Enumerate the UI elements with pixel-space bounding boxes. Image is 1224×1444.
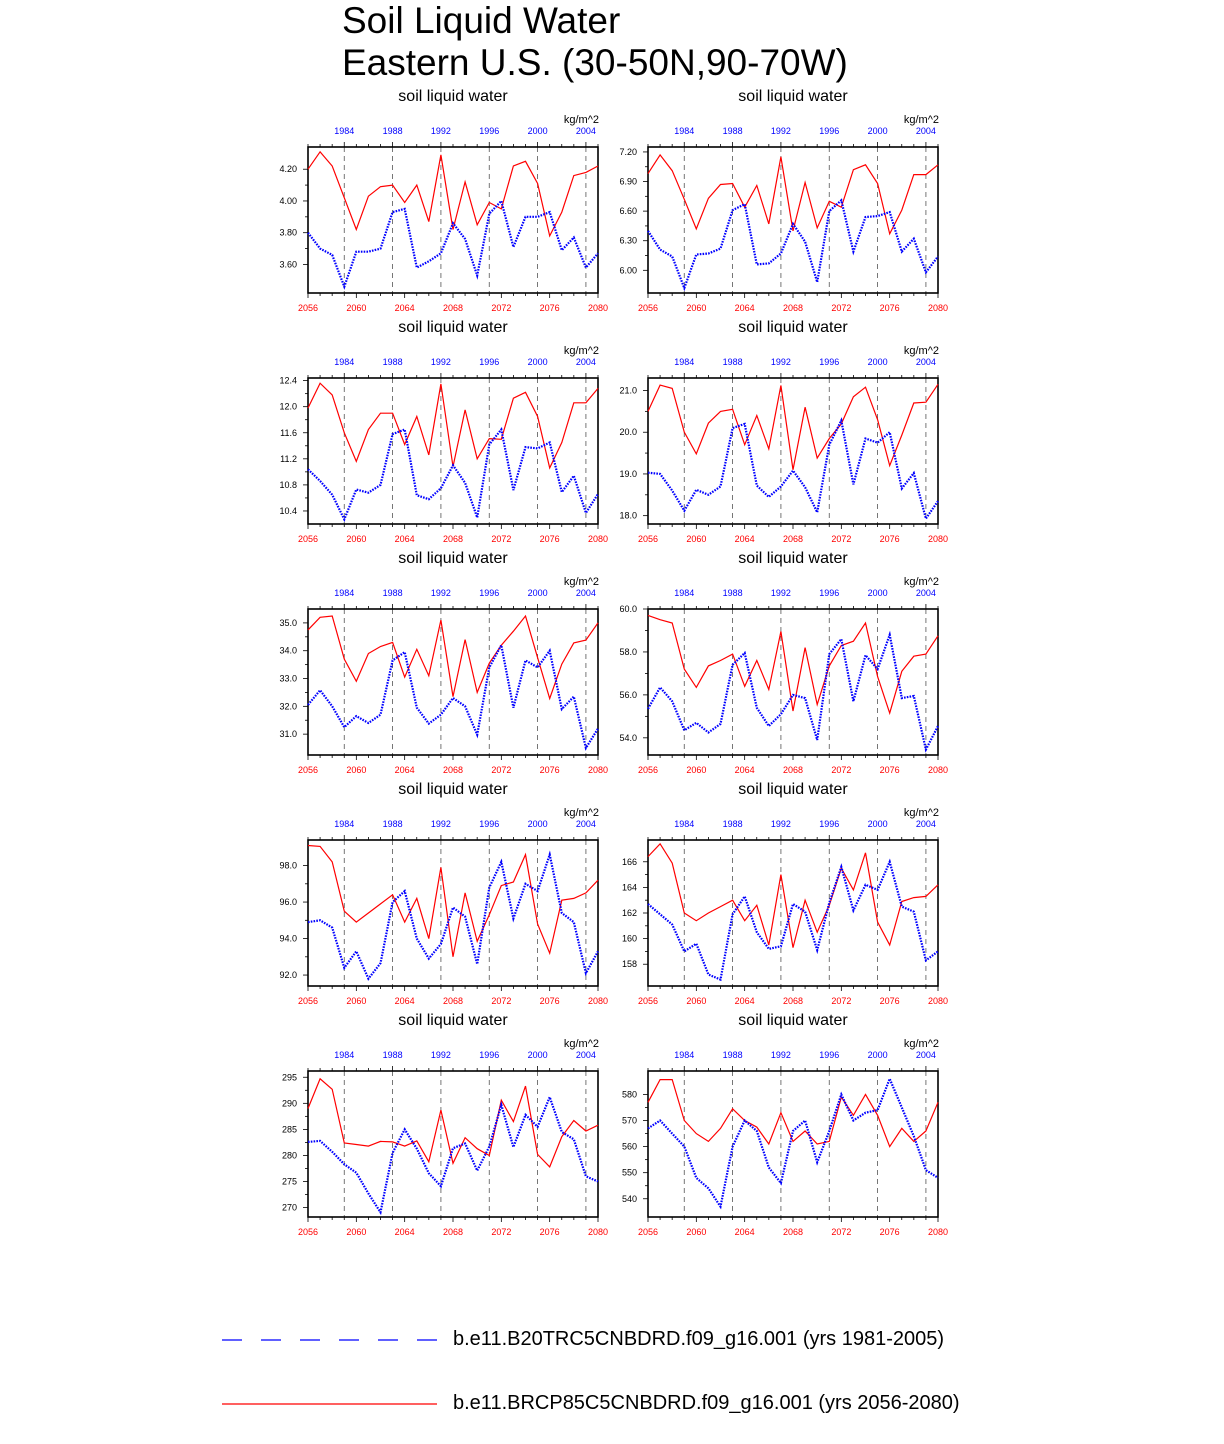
x-top-tick-label: 1992 <box>770 588 791 598</box>
y-tick-label: 6.00 <box>619 265 637 276</box>
x-top-tick-label: 2004 <box>575 588 596 598</box>
series-line-future <box>648 615 938 713</box>
x-top-tick-label: 2004 <box>915 819 936 829</box>
y-tick-label: 56.0 <box>619 689 637 700</box>
x-top-tick-label: 1996 <box>819 1050 840 1060</box>
x-bottom-tick-label: 2060 <box>346 303 367 313</box>
series-line-historical <box>308 201 598 287</box>
x-top-tick-label: 1996 <box>819 126 840 136</box>
x-top-tick-label: 1984 <box>674 819 695 829</box>
y-tick-label: 3.60 <box>279 259 297 270</box>
x-top-tick-label: 1988 <box>722 357 743 367</box>
panel-title: soil liquid water <box>398 1012 508 1029</box>
units-label: kg/m^2 <box>903 345 939 357</box>
x-top-tick-label: 1988 <box>382 1050 403 1060</box>
panel-title: soil liquid water <box>738 319 848 336</box>
units-label: kg/m^2 <box>563 576 599 588</box>
x-top-tick-label: 1984 <box>334 1050 355 1060</box>
legend-swatch-historical <box>222 1332 442 1348</box>
x-top-tick-label: 1992 <box>430 1050 451 1060</box>
panel-title: soil liquid water <box>398 550 508 567</box>
y-tick-label: 4.00 <box>279 195 297 206</box>
plot-frame <box>308 840 598 986</box>
x-bottom-tick-label: 2072 <box>491 996 512 1006</box>
y-tick-label: 3.80 <box>279 227 297 238</box>
x-top-tick-label: 1996 <box>819 588 840 598</box>
y-tick-label: 60.0 <box>619 604 637 614</box>
x-bottom-tick-label: 2060 <box>346 1227 367 1237</box>
chart-panel-1 <box>279 88 608 313</box>
y-tick-label: 295 <box>281 1072 297 1083</box>
x-bottom-tick-label: 2056 <box>637 534 659 544</box>
x-bottom-tick-label: 2076 <box>879 1227 900 1237</box>
x-bottom-tick-label: 2068 <box>442 303 464 313</box>
y-tick-label: 12.0 <box>279 401 297 412</box>
x-top-tick-label: 2004 <box>575 819 596 829</box>
legend-label-future: b.e11.BRCP85C5CNBDRD.f09_g16.001 (yrs 2056-2080) <box>453 1392 960 1414</box>
x-top-tick-label: 1996 <box>819 357 840 367</box>
y-tick-label: 162 <box>621 908 637 918</box>
series-line-historical <box>648 635 938 750</box>
x-top-tick-label: 1996 <box>479 357 500 367</box>
x-bottom-tick-label: 2076 <box>539 303 560 313</box>
chart-panel-6 <box>619 550 948 775</box>
panel-title: soil liquid water <box>738 88 848 105</box>
y-tick-label: 34.0 <box>279 645 297 656</box>
x-bottom-tick-label: 2080 <box>587 303 609 313</box>
chart-panel-10 <box>622 1012 948 1237</box>
x-bottom-tick-label: 2072 <box>831 303 852 313</box>
x-bottom-tick-label: 2064 <box>394 1227 415 1237</box>
plot-frame <box>648 840 938 986</box>
y-tick-label: 11.2 <box>280 453 297 464</box>
y-tick-label: 6.30 <box>619 235 637 246</box>
panel-title: soil liquid water <box>398 781 508 798</box>
chart-panel-3 <box>279 319 608 544</box>
y-tick-label: 32.0 <box>279 701 297 712</box>
panel-title: soil liquid water <box>738 781 848 798</box>
x-bottom-tick-label: 2068 <box>442 1227 464 1237</box>
x-top-tick-label: 1992 <box>770 126 791 136</box>
y-tick-label: 580 <box>621 1089 637 1100</box>
x-bottom-tick-label: 2056 <box>637 303 659 313</box>
x-top-tick-label: 1984 <box>334 357 355 367</box>
x-bottom-tick-label: 2076 <box>879 303 900 313</box>
x-top-tick-label: 1988 <box>382 126 403 136</box>
x-bottom-tick-label: 2060 <box>346 765 367 775</box>
x-top-tick-label: 1992 <box>430 819 451 829</box>
x-bottom-tick-label: 2060 <box>346 996 367 1006</box>
x-top-tick-label: 1988 <box>722 1050 743 1060</box>
x-bottom-tick-label: 2072 <box>831 996 852 1006</box>
y-tick-label: 270 <box>281 1202 297 1213</box>
x-bottom-tick-label: 2076 <box>879 765 900 775</box>
y-tick-label: 290 <box>281 1098 297 1109</box>
y-tick-label: 20.0 <box>619 427 637 438</box>
x-top-tick-label: 1996 <box>479 1050 500 1060</box>
x-top-tick-label: 2004 <box>915 357 936 367</box>
y-tick-label: 96.0 <box>279 897 297 908</box>
x-bottom-tick-label: 2060 <box>686 765 707 775</box>
y-tick-label: 92.0 <box>279 970 297 981</box>
x-top-tick-label: 2000 <box>867 357 888 367</box>
x-bottom-tick-label: 2064 <box>394 996 415 1006</box>
y-tick-label: 31.0 <box>279 729 297 740</box>
y-tick-label: 560 <box>621 1141 637 1152</box>
units-label: kg/m^2 <box>563 114 599 126</box>
x-bottom-tick-label: 2072 <box>491 534 512 544</box>
series-line-historical <box>648 200 938 288</box>
series-line-future <box>308 616 598 699</box>
y-tick-label: 94.0 <box>279 933 297 944</box>
series-line-future <box>648 844 938 948</box>
x-top-tick-label: 1992 <box>430 588 451 598</box>
x-bottom-tick-label: 2072 <box>831 765 852 775</box>
x-top-tick-label: 2004 <box>915 1050 936 1060</box>
y-tick-label: 10.4 <box>279 505 297 516</box>
x-bottom-tick-label: 2080 <box>587 765 609 775</box>
x-top-tick-label: 2000 <box>867 126 888 136</box>
x-top-tick-label: 1996 <box>479 126 500 136</box>
plot-frame <box>648 609 938 755</box>
x-top-tick-label: 1988 <box>382 357 403 367</box>
y-tick-label: 166 <box>621 856 637 867</box>
x-bottom-tick-label: 2068 <box>442 996 464 1006</box>
x-bottom-tick-label: 2064 <box>734 765 755 775</box>
x-top-tick-label: 2004 <box>575 357 596 367</box>
x-top-tick-label: 2000 <box>867 819 888 829</box>
x-top-tick-label: 2000 <box>527 588 548 598</box>
y-tick-label: 164 <box>621 882 637 893</box>
x-bottom-tick-label: 2068 <box>782 765 804 775</box>
x-top-tick-label: 1984 <box>334 588 355 598</box>
chart-panel-5 <box>279 550 608 775</box>
x-top-tick-label: 1984 <box>674 588 695 598</box>
x-top-tick-label: 1996 <box>479 588 500 598</box>
x-bottom-tick-label: 2080 <box>927 765 949 775</box>
units-label: kg/m^2 <box>903 1038 939 1050</box>
x-bottom-tick-label: 2076 <box>879 996 900 1006</box>
x-top-tick-label: 2004 <box>575 126 596 136</box>
x-top-tick-label: 1984 <box>674 126 695 136</box>
x-bottom-tick-label: 2056 <box>297 303 319 313</box>
x-top-tick-label: 2000 <box>527 357 548 367</box>
x-top-tick-label: 1988 <box>722 126 743 136</box>
x-bottom-tick-label: 2072 <box>491 1227 512 1237</box>
x-top-tick-label: 2000 <box>867 588 888 598</box>
legend-label-historical: b.e11.B20TRC5CNBDRD.f09_g16.001 (yrs 1981-2005) <box>453 1328 945 1350</box>
x-bottom-tick-label: 2060 <box>686 1227 707 1237</box>
x-top-tick-label: 1988 <box>722 819 743 829</box>
x-bottom-tick-label: 2064 <box>394 534 415 544</box>
x-top-tick-label: 2000 <box>527 819 548 829</box>
y-tick-label: 6.60 <box>619 206 637 217</box>
legend-swatch-future <box>222 1396 442 1412</box>
x-bottom-tick-label: 2064 <box>394 303 415 313</box>
x-top-tick-label: 2000 <box>527 126 548 136</box>
x-top-tick-label: 2004 <box>915 588 936 598</box>
legend-item-future <box>222 1389 1022 1419</box>
x-bottom-tick-label: 2072 <box>831 1227 852 1237</box>
x-top-tick-label: 2000 <box>867 1050 888 1060</box>
x-top-tick-label: 1992 <box>430 357 451 367</box>
plot-frame <box>308 147 598 293</box>
x-bottom-tick-label: 2056 <box>297 534 319 544</box>
units-label: kg/m^2 <box>563 807 599 819</box>
x-bottom-tick-label: 2068 <box>442 534 464 544</box>
chart-panel-9 <box>282 1012 608 1237</box>
y-tick-label: 98.0 <box>279 860 297 871</box>
x-bottom-tick-label: 2076 <box>879 534 900 544</box>
y-tick-label: 21.0 <box>619 385 637 396</box>
y-tick-label: 285 <box>281 1124 297 1135</box>
chart-panel-2 <box>619 88 948 313</box>
x-top-tick-label: 1984 <box>334 126 355 136</box>
x-bottom-tick-label: 2076 <box>539 996 560 1006</box>
x-bottom-tick-label: 2080 <box>927 303 949 313</box>
panel-title: soil liquid water <box>398 88 508 105</box>
y-tick-label: 58.0 <box>619 646 637 657</box>
x-bottom-tick-label: 2068 <box>782 996 804 1006</box>
y-tick-label: 275 <box>281 1176 297 1187</box>
x-bottom-tick-label: 2080 <box>927 996 949 1006</box>
plot-frame <box>648 147 938 293</box>
x-bottom-tick-label: 2068 <box>782 1227 804 1237</box>
x-bottom-tick-label: 2056 <box>297 1227 319 1237</box>
x-top-tick-label: 1996 <box>819 819 840 829</box>
x-bottom-tick-label: 2064 <box>394 765 415 775</box>
x-bottom-tick-label: 2080 <box>587 996 609 1006</box>
x-bottom-tick-label: 2064 <box>734 996 755 1006</box>
y-tick-label: 7.20 <box>619 146 637 157</box>
series-line-future <box>308 1079 598 1167</box>
x-bottom-tick-label: 2056 <box>637 996 659 1006</box>
x-top-tick-label: 1984 <box>674 357 695 367</box>
x-bottom-tick-label: 2072 <box>831 534 852 544</box>
x-bottom-tick-label: 2068 <box>782 303 804 313</box>
x-top-tick-label: 2004 <box>575 1050 596 1060</box>
panel-title: soil liquid water <box>738 1012 848 1029</box>
y-tick-label: 54.0 <box>619 732 637 743</box>
x-top-tick-label: 2000 <box>527 1050 548 1060</box>
chart-panel-7 <box>279 781 608 1006</box>
x-bottom-tick-label: 2064 <box>734 534 755 544</box>
x-top-tick-label: 1992 <box>770 819 791 829</box>
y-tick-label: 11.6 <box>280 427 297 438</box>
x-bottom-tick-label: 2060 <box>686 996 707 1006</box>
x-top-tick-label: 1988 <box>722 588 743 598</box>
x-top-tick-label: 1992 <box>770 357 791 367</box>
series-line-future <box>308 846 598 957</box>
x-bottom-tick-label: 2080 <box>587 534 609 544</box>
y-tick-label: 33.0 <box>279 673 297 684</box>
panel-title: soil liquid water <box>398 319 508 336</box>
x-top-tick-label: 1984 <box>334 819 355 829</box>
x-top-tick-label: 2004 <box>915 126 936 136</box>
y-tick-label: 540 <box>621 1193 637 1204</box>
series-line-historical <box>648 1079 938 1207</box>
y-tick-label: 160 <box>621 933 637 944</box>
x-bottom-tick-label: 2076 <box>539 534 560 544</box>
x-bottom-tick-label: 2072 <box>491 303 512 313</box>
y-tick-label: 4.20 <box>279 164 297 175</box>
series-line-future <box>648 384 938 470</box>
x-bottom-tick-label: 2060 <box>686 534 707 544</box>
x-bottom-tick-label: 2060 <box>686 303 707 313</box>
x-bottom-tick-label: 2068 <box>782 534 804 544</box>
plot-frame <box>308 609 598 755</box>
x-bottom-tick-label: 2076 <box>539 1227 560 1237</box>
x-bottom-tick-label: 2056 <box>637 1227 659 1237</box>
x-top-tick-label: 1988 <box>382 819 403 829</box>
series-line-future <box>308 383 598 468</box>
chart-panel-4 <box>619 319 948 544</box>
units-label: kg/m^2 <box>903 114 939 126</box>
y-tick-label: 158 <box>621 959 637 970</box>
y-tick-label: 35.0 <box>279 617 297 628</box>
panel-title: soil liquid water <box>738 550 848 567</box>
x-bottom-tick-label: 2068 <box>442 765 464 775</box>
x-bottom-tick-label: 2080 <box>927 534 949 544</box>
x-bottom-tick-label: 2060 <box>346 534 367 544</box>
y-tick-label: 6.90 <box>619 176 637 187</box>
chart-panel-8 <box>622 781 948 1006</box>
series-line-historical <box>648 862 938 980</box>
units-label: kg/m^2 <box>903 576 939 588</box>
x-bottom-tick-label: 2072 <box>491 765 512 775</box>
x-bottom-tick-label: 2056 <box>297 765 319 775</box>
y-tick-label: 19.0 <box>619 468 637 479</box>
x-bottom-tick-label: 2064 <box>734 1227 755 1237</box>
units-label: kg/m^2 <box>563 345 599 357</box>
units-label: kg/m^2 <box>903 807 939 819</box>
units-label: kg/m^2 <box>563 1038 599 1050</box>
x-top-tick-label: 1996 <box>479 819 500 829</box>
y-tick-label: 12.4 <box>279 375 297 386</box>
y-tick-label: 570 <box>621 1115 637 1126</box>
legend-item-historical <box>222 1325 1022 1355</box>
x-bottom-tick-label: 2076 <box>539 765 560 775</box>
series-line-historical <box>308 855 598 979</box>
x-bottom-tick-label: 2056 <box>297 996 319 1006</box>
x-top-tick-label: 1988 <box>382 588 403 598</box>
x-bottom-tick-label: 2080 <box>927 1227 949 1237</box>
x-top-tick-label: 1984 <box>674 1050 695 1060</box>
y-tick-label: 280 <box>281 1150 297 1161</box>
y-tick-label: 550 <box>621 1167 637 1178</box>
title-line-1: Soil Liquid Water <box>342 0 621 41</box>
x-bottom-tick-label: 2080 <box>587 1227 609 1237</box>
x-bottom-tick-label: 2064 <box>734 303 755 313</box>
y-tick-label: 10.8 <box>279 479 297 490</box>
series-line-historical <box>308 430 598 520</box>
x-bottom-tick-label: 2056 <box>637 765 659 775</box>
x-top-tick-label: 1992 <box>430 126 451 136</box>
x-top-tick-label: 1992 <box>770 1050 791 1060</box>
title-line-2: Eastern U.S. (30-50N,90-70W) <box>342 42 848 83</box>
y-tick-label: 18.0 <box>619 510 637 521</box>
